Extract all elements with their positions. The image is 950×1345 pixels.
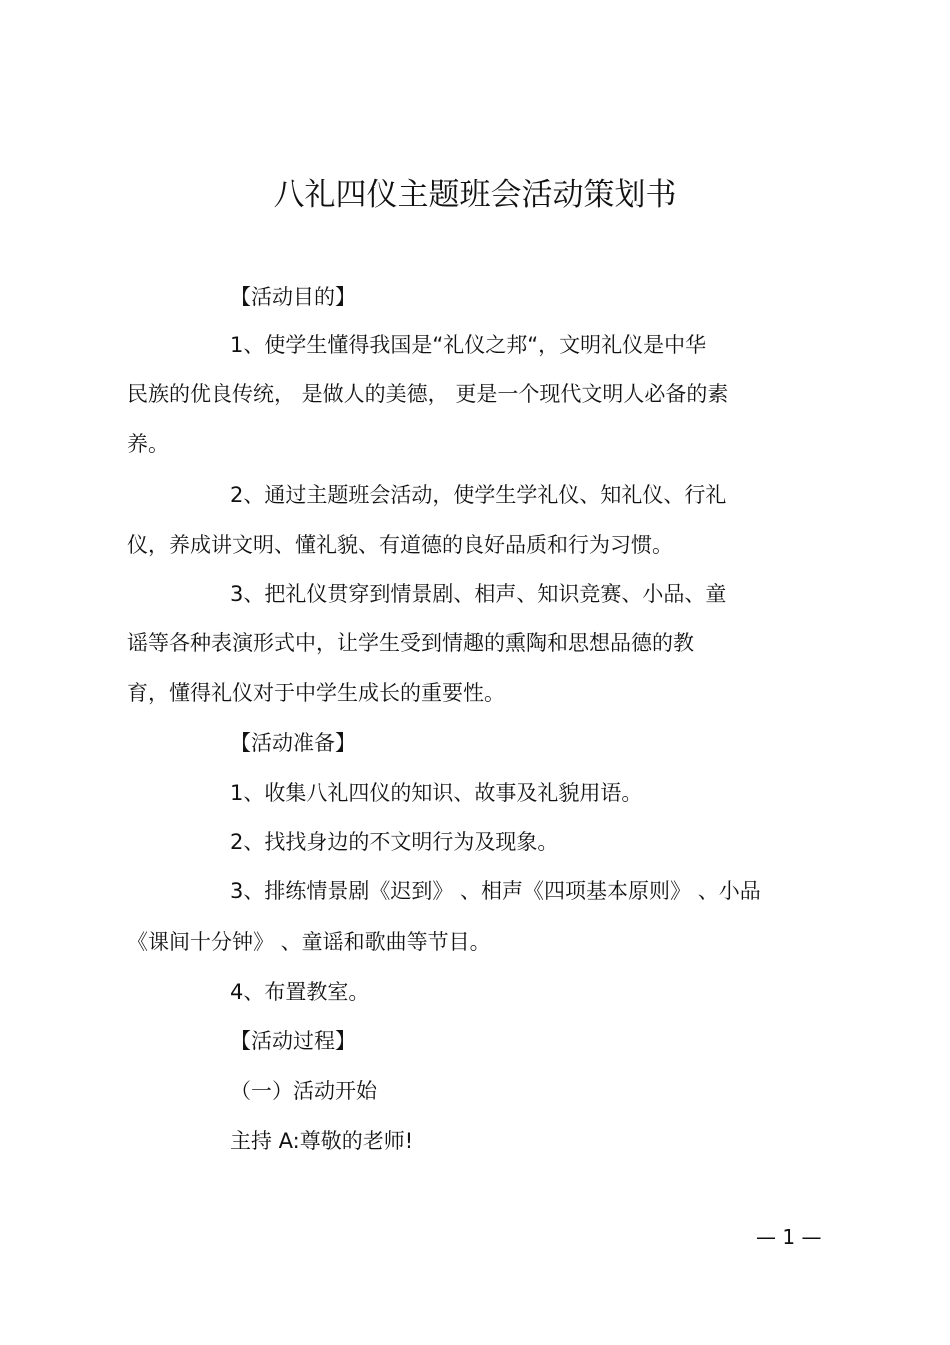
preparation-item-3-line-1: 3、排练情景剧《迟到》 、相声《四项基本原则》 、小品: [230, 879, 761, 903]
preparation-item-1: 1、收集八礼四仪的知识、故事及礼貌用语。: [230, 781, 643, 805]
section-heading-preparation: 【活动准备】: [230, 731, 356, 755]
purpose-item-3-line-1: 3、把礼仪贯穿到情景剧、相声、知识竞赛、小品、童: [230, 582, 727, 606]
preparation-item-4: 4、布置教室。: [230, 980, 370, 1004]
section-heading-purpose: 【活动目的】: [230, 285, 356, 309]
purpose-item-2-line-1: 2、通过主题班会活动，使学生学礼仪、知礼仪、行礼: [230, 483, 727, 507]
preparation-item-2: 2、找找身边的不文明行为及现象。: [230, 830, 559, 854]
process-line-1: 主持 A:尊敬的老师!: [230, 1129, 414, 1153]
purpose-item-3-line-3: 育，懂得礼仪对于中学生成长的重要性。: [127, 681, 505, 705]
section-heading-process: 【活动过程】: [230, 1029, 356, 1053]
purpose-item-1-line-3: 养。: [127, 432, 169, 456]
page-number: — 1 —: [756, 1225, 822, 1249]
preparation-item-3-line-2: 《课间十分钟》 、童谣和歌曲等节目。: [127, 930, 491, 954]
purpose-item-1-line-2: 民族的优良传统， 是做人的美德， 更是一个现代文明人必备的素: [127, 382, 729, 406]
purpose-item-1-line-1: 1、使学生懂得我国是“礼仪之邦“，文明礼仪是中华: [230, 333, 707, 357]
purpose-item-2-line-2: 仪，养成讲文明、懂礼貌、有道德的良好品质和行为习惯。: [127, 533, 673, 557]
purpose-item-3-line-2: 谣等各种表演形式中，让学生受到情趣的熏陶和思想品德的教: [127, 631, 694, 655]
document-title: 八礼四仪主题班会活动策划书: [273, 177, 677, 213]
process-subheading-1: （一）活动开始: [230, 1079, 377, 1103]
